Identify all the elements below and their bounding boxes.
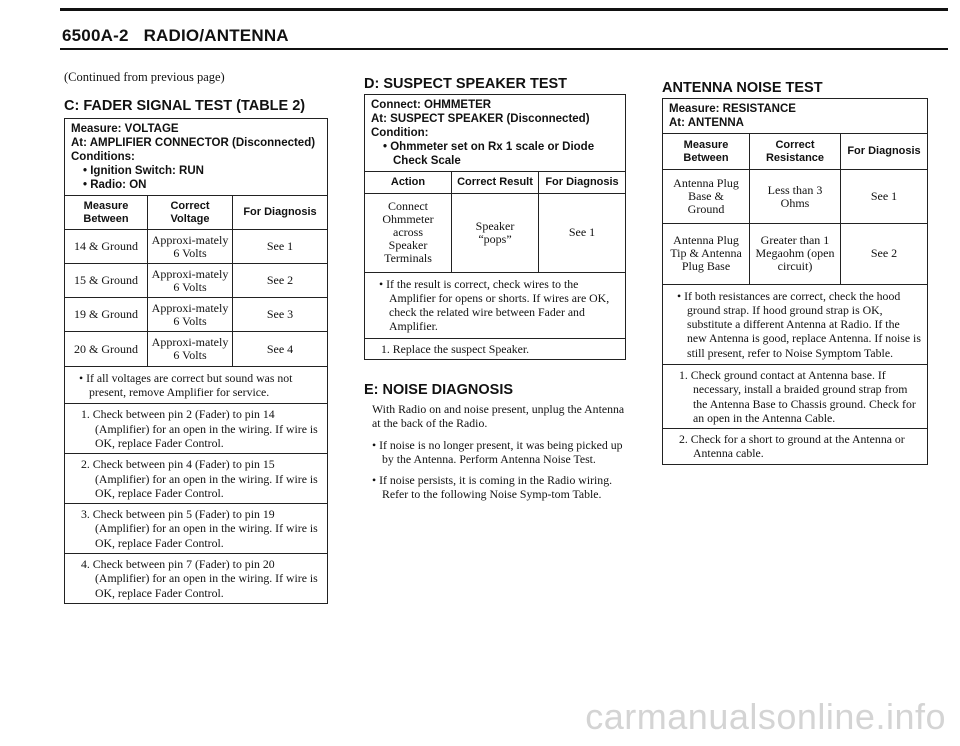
fader-conditions	[65, 119, 327, 195]
continued-note: (Continued from previous page)	[64, 70, 225, 84]
antenna-test-column	[662, 80, 928, 465]
page-header	[62, 26, 289, 46]
noise-bullet-2: • If noise persists, it is coming in the Radio wiring. Refer to the following Noise Symp-tom Table.	[372, 473, 613, 502]
fader-step-1: 1. Check between pin 2 (Fader) to pin 14 (Amplifier) for an open in the wiring. If wire is OK, replace Fader Control.	[81, 407, 318, 450]
table-row: Antenna Plug Tip & Antenna Plug Base Greater than 1 Megaohm (open circuit) See 2	[663, 224, 927, 284]
antenna-conditions	[663, 99, 927, 133]
th-correct: Correct Voltage	[148, 196, 233, 230]
speaker-test-title: D: SUSPECT SPEAKER TEST	[364, 76, 568, 92]
at-label: At: ANTENNA	[669, 117, 744, 129]
th-measure: Measure Between	[663, 134, 750, 170]
antenna-step-1: 1. Check ground contact at Antenna base. If necessary, install a braided ground strap from the Antenna Base to Chassis ground. Check for an open in the Antenna Cable.	[679, 367, 916, 425]
fader-test-column	[64, 70, 328, 604]
antenna-notes	[663, 284, 927, 464]
condition-1: • Ignition Switch: RUN	[83, 165, 204, 178]
header-rule	[60, 48, 948, 50]
table-row: 14 & Ground Approxi-mately 6 Volts See 1	[65, 230, 327, 264]
th-diagnosis: For Diagnosis	[841, 134, 928, 170]
noise-diagnosis-title: E: NOISE DIAGNOSIS	[364, 381, 514, 398]
noise-bullet-1: • If noise is no longer present, it was being picked up by the Antenna. Perform Antenna Noise Test.	[372, 437, 623, 466]
antenna-table	[663, 133, 927, 284]
table-row: 19 & Ground Approxi-mately 6 Volts See 3	[65, 298, 327, 332]
speaker-test-box	[364, 94, 626, 360]
speaker-step-1: 1. Replace the suspect Speaker.	[381, 341, 530, 356]
conditions-label: Conditions:	[71, 151, 135, 164]
connect-label: Connect: OHMMETER	[371, 99, 492, 111]
fader-notes	[65, 366, 327, 603]
antenna-bullet: • If both resistances are correct, check the hood ground strap. If hood ground strap is OK, substitute a different Antenna at Radio. If the new Antenna is good, replace Antenna. If noise is still present, refer to Noise Symptom Table.	[677, 288, 921, 360]
antenna-test-box	[662, 98, 928, 465]
condition-2: • Radio: ON	[83, 179, 147, 192]
noise-diagnosis-body	[364, 402, 626, 502]
condition-label: Condition:	[371, 127, 429, 139]
section-code: 6500A-2	[62, 26, 129, 45]
noise-intro: With Radio on and noise present, unplug the Antenna at the back of the Radio.	[372, 401, 625, 431]
th-diagnosis: For Diagnosis	[233, 196, 328, 230]
at-label: At: AMPLIFIER CONNECTOR (Disconnected)	[71, 137, 316, 150]
table-row: 15 & Ground Approxi-mately 6 Volts See 2	[65, 264, 327, 298]
measure-label: Measure: VOLTAGE	[71, 123, 179, 136]
condition-1-cont: Check Scale	[393, 155, 461, 167]
fader-table	[65, 195, 327, 366]
watermark: carmanualsonline.info	[585, 696, 946, 737]
table-row: 20 & Ground Approxi-mately 6 Volts See 4	[65, 332, 327, 366]
fader-test-title: C: FADER SIGNAL TEST (TABLE 2)	[64, 98, 306, 115]
top-rule	[60, 8, 948, 11]
antenna-step-2: 2. Check for a short to ground at the Antenna or Antenna cable.	[679, 432, 905, 461]
fader-test-box	[64, 118, 328, 604]
measure-label: Measure: RESISTANCE	[669, 103, 796, 115]
fader-step-3: 3. Check between pin 5 (Fader) to pin 19 (Amplifier) for an open in the wiring. If wire is OK, replace Fader Control.	[81, 507, 318, 550]
th-measure: Measure Between	[65, 196, 148, 230]
speaker-table	[365, 171, 625, 272]
speaker-notes	[365, 272, 625, 359]
page-title: RADIO/ANTENNA	[143, 26, 289, 45]
fader-step-4: 4. Check between pin 7 (Fader) to pin 20 (Amplifier) for an open in the wiring. If wire is OK, replace Fader Control.	[81, 557, 318, 600]
table-row: Connect Ohmmeter across Speaker Terminals Speaker “pops” See 1	[365, 194, 625, 272]
th-correct-result: Correct Result	[452, 172, 539, 194]
th-diagnosis: For Diagnosis	[539, 172, 626, 194]
speaker-conditions	[365, 95, 625, 171]
fader-step-2: 2. Check between pin 4 (Fader) to pin 15 (Amplifier) for an open in the wiring. If wire is OK, replace Fader Control.	[81, 457, 318, 500]
antenna-test-title: ANTENNA NOISE TEST	[662, 80, 823, 96]
speaker-bullet: • If the result is correct, check wires to the Amplifier for opens or shorts. If wires are OK, check the related wire between Fader and Amplifier.	[379, 276, 610, 334]
th-action: Action	[365, 172, 452, 194]
th-correct: Correct Resistance	[750, 134, 841, 170]
at-label: At: SUSPECT SPEAKER (Disconnected)	[371, 113, 590, 125]
speaker-test-column	[364, 76, 626, 502]
fader-bullet: • If all voltages are correct but sound was not present, remove Amplifier for service.	[79, 370, 293, 400]
condition-1: • Ohmmeter set on Rx 1 scale or Diode	[383, 141, 595, 153]
table-row: Antenna Plug Base & Ground Less than 3 Ohms See 1	[663, 170, 927, 224]
